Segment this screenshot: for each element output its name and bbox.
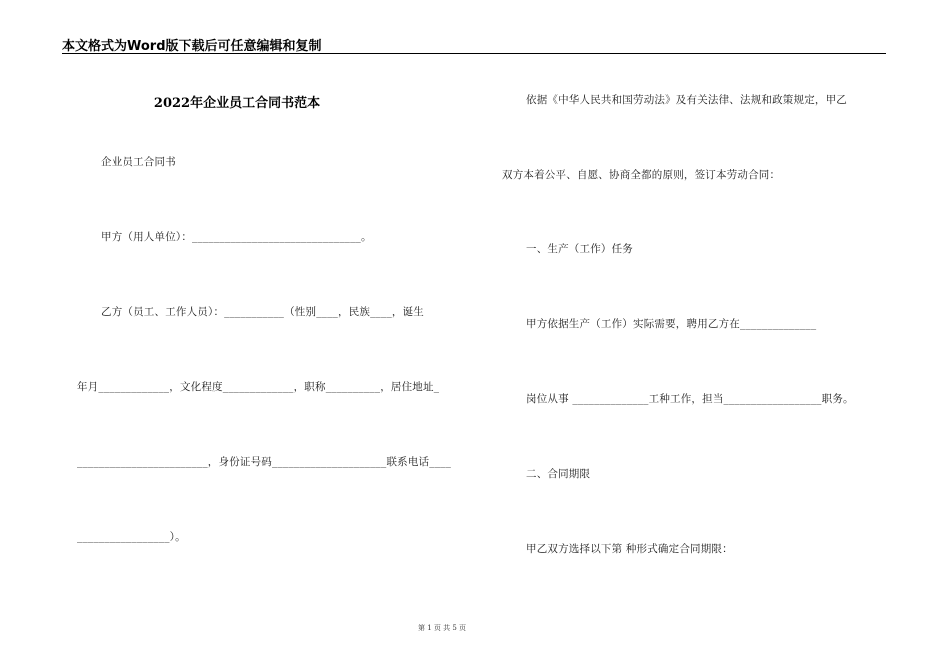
paragraph-right: 甲乙双方选择以下第 种形式确定合同期限： bbox=[526, 543, 733, 555]
section-heading: 一、生产（工作）任务 bbox=[526, 243, 633, 255]
header-text: 本文格式为Word版下载后可任意编辑和复制 bbox=[62, 39, 322, 54]
paragraph-left: 乙方（员工、工作人员）：___________（性别____，民族____，诞生 bbox=[101, 306, 424, 318]
section-heading: 二、合同期限 bbox=[526, 468, 591, 480]
paragraph-right: 依据《中华人民共和国劳动法》及有关法律、法规和政策规定，甲乙 bbox=[526, 94, 847, 106]
paragraph-right: 双方本着公平、自愿、协商全都的原则，签订本劳动合同： bbox=[502, 169, 781, 181]
paragraph-left: 年月_____________，文化程度_____________，职称__________，居住地址_ bbox=[77, 381, 440, 393]
document-header bbox=[62, 33, 886, 54]
paragraph-right: 甲方依据生产（工作）实际需要，聘用乙方在______________ bbox=[526, 318, 817, 330]
paragraph-left: ________________________，身份证号码_____________________联系电话____ bbox=[77, 456, 452, 468]
paragraph-left: 企业员工合同书 bbox=[101, 156, 176, 168]
paragraph-right: 岗位从事 ______________工种工作，担当__________________职务。 bbox=[526, 393, 854, 405]
document-title: 2022年企业员工合同书范本 bbox=[153, 96, 321, 111]
page-number: 第 1 页 共 5 页 bbox=[417, 624, 467, 632]
paragraph-left: 甲方（用人单位）：_______________________________。 bbox=[101, 231, 372, 243]
paragraph-left: _________________）。 bbox=[77, 531, 186, 543]
